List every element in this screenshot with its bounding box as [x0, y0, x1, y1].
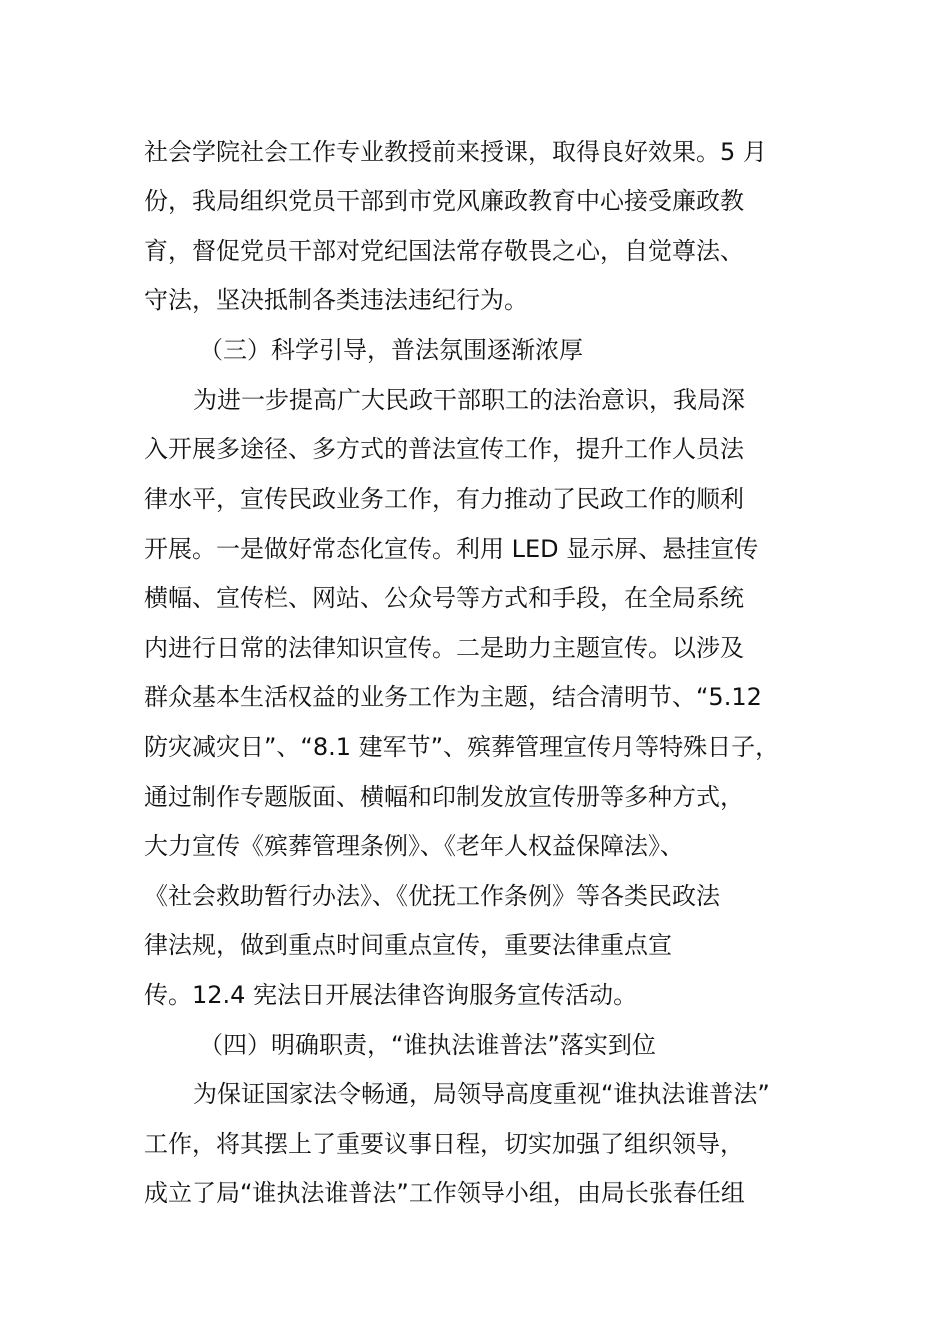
- text-line: 社会学院社会工作专业教授前来授课，取得良好效果。5 月: [144, 138, 767, 166]
- text-line: 工作，将其摆上了重要议事日程，切实加强了组织领导，: [144, 1130, 744, 1158]
- paragraph-first-line: 为进一步提高广大民政干部职工的法治意识，我局深: [193, 386, 745, 414]
- text-line: 传。12.4 宪法日开展法律咨询服务宣传活动。: [144, 981, 638, 1009]
- paragraph-first-line: 为保证国家法令畅通，局领导高度重视“谁执法谁普法”: [193, 1080, 770, 1108]
- section-heading-4: （四）明确职责，“谁执法谁普法”落实到位: [199, 1031, 656, 1059]
- text-line: 入开展多途径、多方式的普法宣传工作，提升工作人员法: [144, 435, 744, 463]
- text-line: 育，督促党员干部对党纪国法常存敬畏之心，自觉尊法、: [144, 237, 744, 265]
- text-line: 横幅、宣传栏、网站、公众号等方式和手段，在全局系统: [144, 584, 744, 612]
- text-line: 成立了局“谁执法谁普法”工作领导小组，由局长张春任组: [144, 1179, 745, 1207]
- text-line: 开展。一是做好常态化宣传。利用 LED 显示屏、悬挂宣传: [144, 535, 759, 563]
- text-line: 大力宣传《殡葬管理条例》、《老年人权益保障法》、: [144, 832, 684, 860]
- text-line: 律水平，宣传民政业务工作，有力推动了民政工作的顺利: [144, 485, 744, 513]
- text-line: 通过制作专题版面、横幅和印制发放宣传册等多种方式，: [144, 783, 744, 811]
- text-line: 内进行日常的法律知识宣传。二是助力主题宣传。以涉及: [144, 634, 744, 662]
- text-line: 防灾减灾日”、“8.1 建军节”、殡葬管理宣传月等特殊日子，: [144, 733, 780, 761]
- text-line: 守法，坚决抵制各类违法违纪行为。: [144, 286, 528, 314]
- section-heading-3: （三）科学引导，普法氛围逐渐浓厚: [199, 336, 583, 364]
- text-line: 《社会救助暂行办法》、《优抚工作条例》等各类民政法: [144, 882, 720, 910]
- text-line: 群众基本生活权益的业务工作为主题，结合清明节、“5.12: [144, 683, 762, 711]
- text-line: 份，我局组织党员干部到市党风廉政教育中心接受廉政教: [144, 187, 744, 215]
- text-line: 律法规，做到重点时间重点宣传，重要法律重点宣: [144, 931, 672, 959]
